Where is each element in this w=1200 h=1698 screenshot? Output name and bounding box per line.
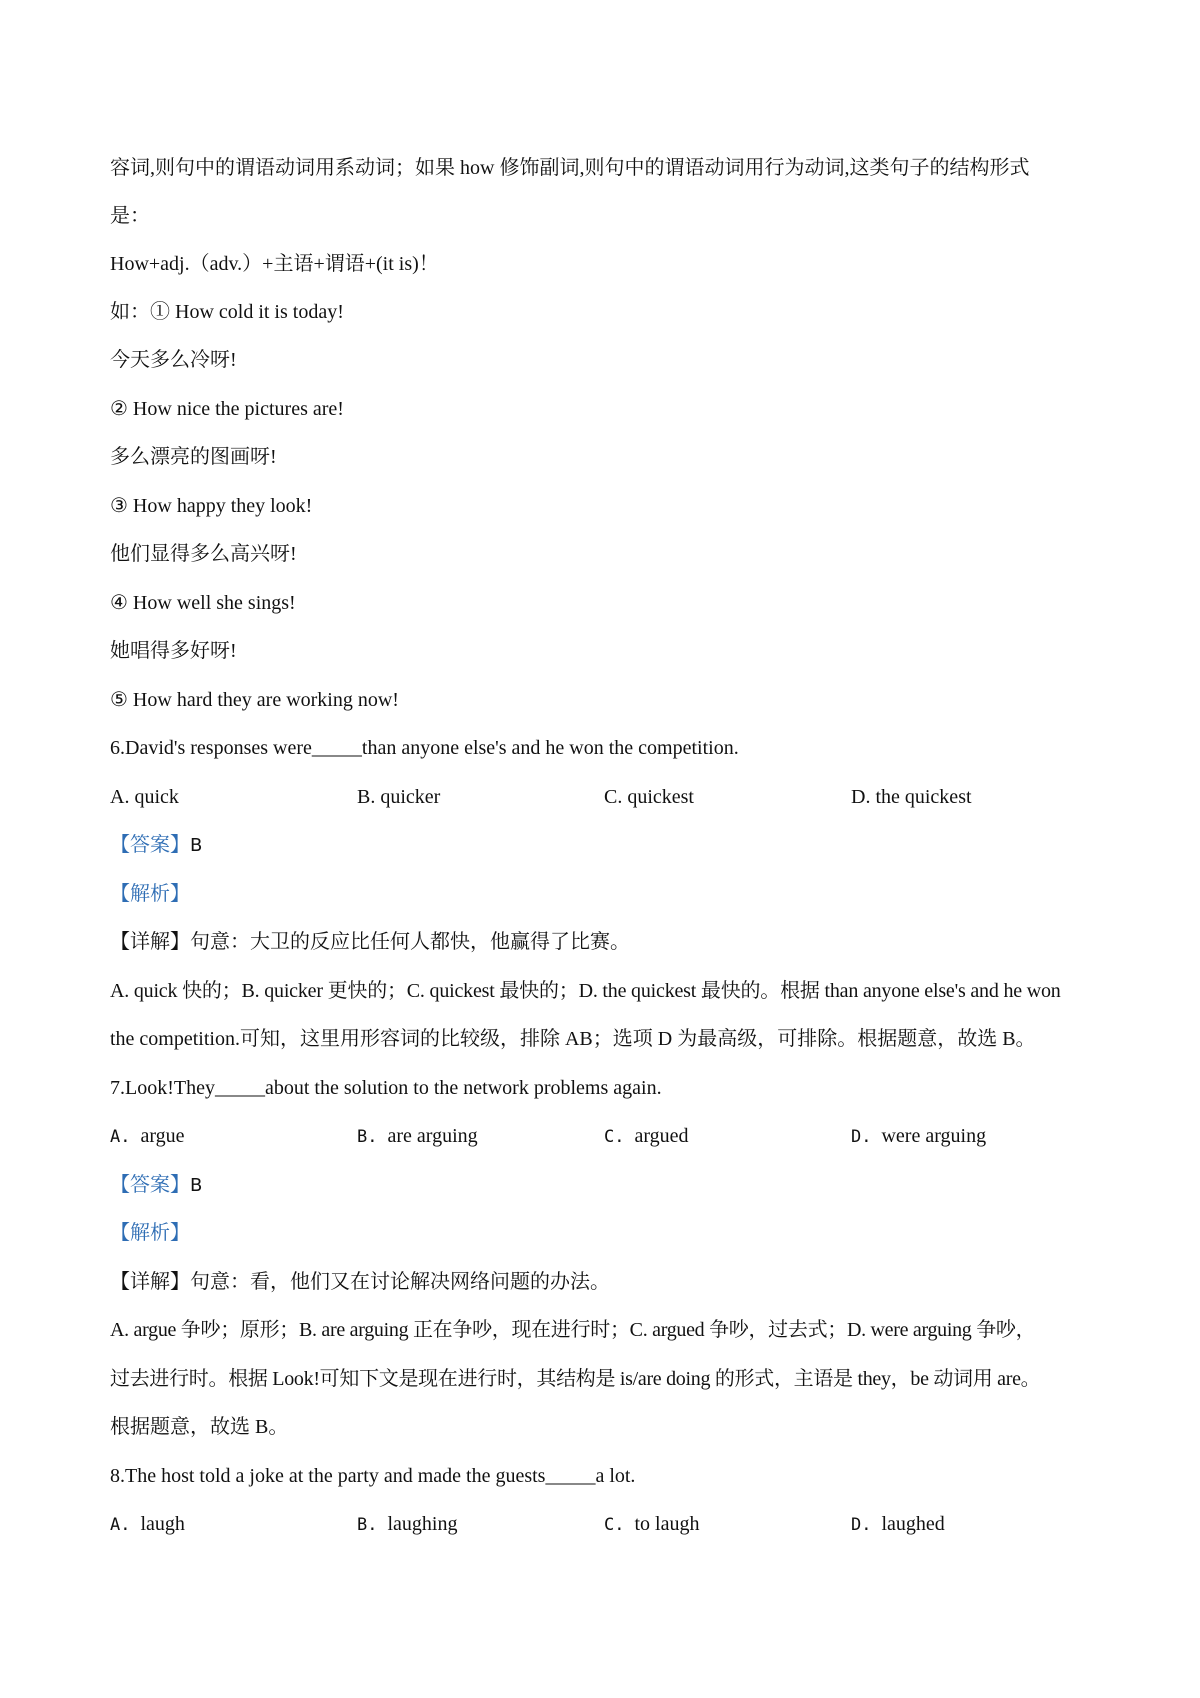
q8-option-a-letter: A.: [110, 1515, 131, 1535]
q8-stem: 8.The host told a joke at the party and made the guests_____a lot.: [110, 1465, 636, 1487]
q8-option-c-text: to laugh: [634, 1513, 700, 1535]
q7-option-c-letter: C.: [604, 1127, 625, 1147]
q6-option-d: D. the quickest: [851, 786, 972, 808]
q7-option-a-text: argue: [140, 1125, 185, 1147]
q7-option-b-text: are arguing: [387, 1125, 478, 1147]
q6-option-a: A. quick: [110, 786, 179, 808]
q7-explanation-1: A. argue 争吵；原形；B. are arguing 正在争吵，现在进行时；C. argued 争吵，过去式；D. were arguing 争吵，: [110, 1319, 1036, 1341]
q8-option-d-letter: D.: [851, 1515, 872, 1535]
example-5: ⑤ How hard they are working now!: [110, 689, 399, 711]
q6-option-c: C. quickest: [604, 786, 694, 808]
example-1: 如：① How cold it is today!: [110, 301, 344, 323]
q8-option-d-text: laughed: [881, 1513, 945, 1535]
q7-answer-label: 【答案】: [110, 1174, 190, 1196]
example-4-translation: 她唱得多好呀!: [110, 640, 237, 662]
q8-option-d: [851, 1509, 945, 1540]
intro-line-1: 容词,则句中的谓语动词用系动词；如果 how 修饰副词,则句中的谓语动词用行为动词,这类句子的结构形式: [110, 157, 1030, 179]
q6-explanation-1: A. quick 快的；B. quicker 更快的；C. quickest 最快的；D. the quickest 最快的。根据 than anyone else's and he won: [110, 980, 1061, 1002]
q6-analysis-label: 【解析】: [110, 883, 190, 905]
q7-analysis-label: 【解析】: [110, 1222, 190, 1244]
q7-option-d-text: were arguing: [881, 1125, 987, 1147]
q6-answer-value: B: [190, 835, 203, 856]
q7-option-d: [851, 1121, 986, 1152]
q6-option-b: B. quicker: [357, 786, 441, 808]
q7-stem: 7.Look!They_____about the solution to the network problems again.: [110, 1077, 662, 1099]
q7-option-c: [604, 1121, 689, 1152]
q7-option-b-letter: B.: [357, 1127, 378, 1147]
q7-answer: [110, 1170, 202, 1201]
q7-option-c-text: argued: [634, 1125, 689, 1147]
q8-option-b-letter: B.: [357, 1515, 378, 1535]
q7-explanation-2: 过去进行时。根据 Look!可知下文是现在进行时，其结构是 is/are doing 的形式，主语是 they，be 动词用 are。: [110, 1368, 1041, 1390]
q8-option-b-text: laughing: [387, 1513, 458, 1535]
q8-option-c-letter: C.: [604, 1515, 625, 1535]
example-4: ④ How well she sings!: [110, 592, 296, 614]
q8-option-a: [110, 1509, 185, 1540]
example-3: ③ How happy they look!: [110, 495, 313, 517]
q7-answer-value: B: [190, 1175, 203, 1196]
q7-detail: 【详解】句意：看，他们又在讨论解决网络问题的办法。: [110, 1271, 610, 1293]
q7-option-d-letter: D.: [851, 1127, 872, 1147]
example-3-translation: 他们显得多么高兴呀!: [110, 543, 297, 565]
q6-answer: [110, 830, 202, 861]
q7-option-b: [357, 1121, 478, 1152]
q7-option-a-letter: A.: [110, 1127, 131, 1147]
intro-formula: How+adj.（adv.）+主语+谓语+(it is)！: [110, 253, 439, 275]
q7-explanation-3: 根据题意，故选 B。: [110, 1416, 289, 1438]
q6-detail: 【详解】句意：大卫的反应比任何人都快，他赢得了比赛。: [110, 931, 630, 953]
document-page: [110, 0, 1100, 1698]
q8-option-b: [357, 1509, 457, 1540]
q6-explanation-2: the competition.可知，这里用形容词的比较级，排除 AB；选项 D 为最高级，可排除。根据题意，故选 B。: [110, 1028, 1036, 1050]
q6-answer-label: 【答案】: [110, 834, 190, 856]
q6-stem: 6.David's responses were_____than anyone else's and he won the competition.: [110, 737, 739, 759]
intro-line-2: 是：: [110, 205, 150, 227]
q7-option-a: [110, 1121, 185, 1152]
example-2-translation: 多么漂亮的图画呀!: [110, 446, 277, 468]
q8-option-c: [604, 1509, 699, 1540]
q8-option-a-text: laugh: [140, 1513, 185, 1535]
example-2: ② How nice the pictures are!: [110, 398, 344, 420]
example-1-translation: 今天多么冷呀!: [110, 349, 237, 371]
